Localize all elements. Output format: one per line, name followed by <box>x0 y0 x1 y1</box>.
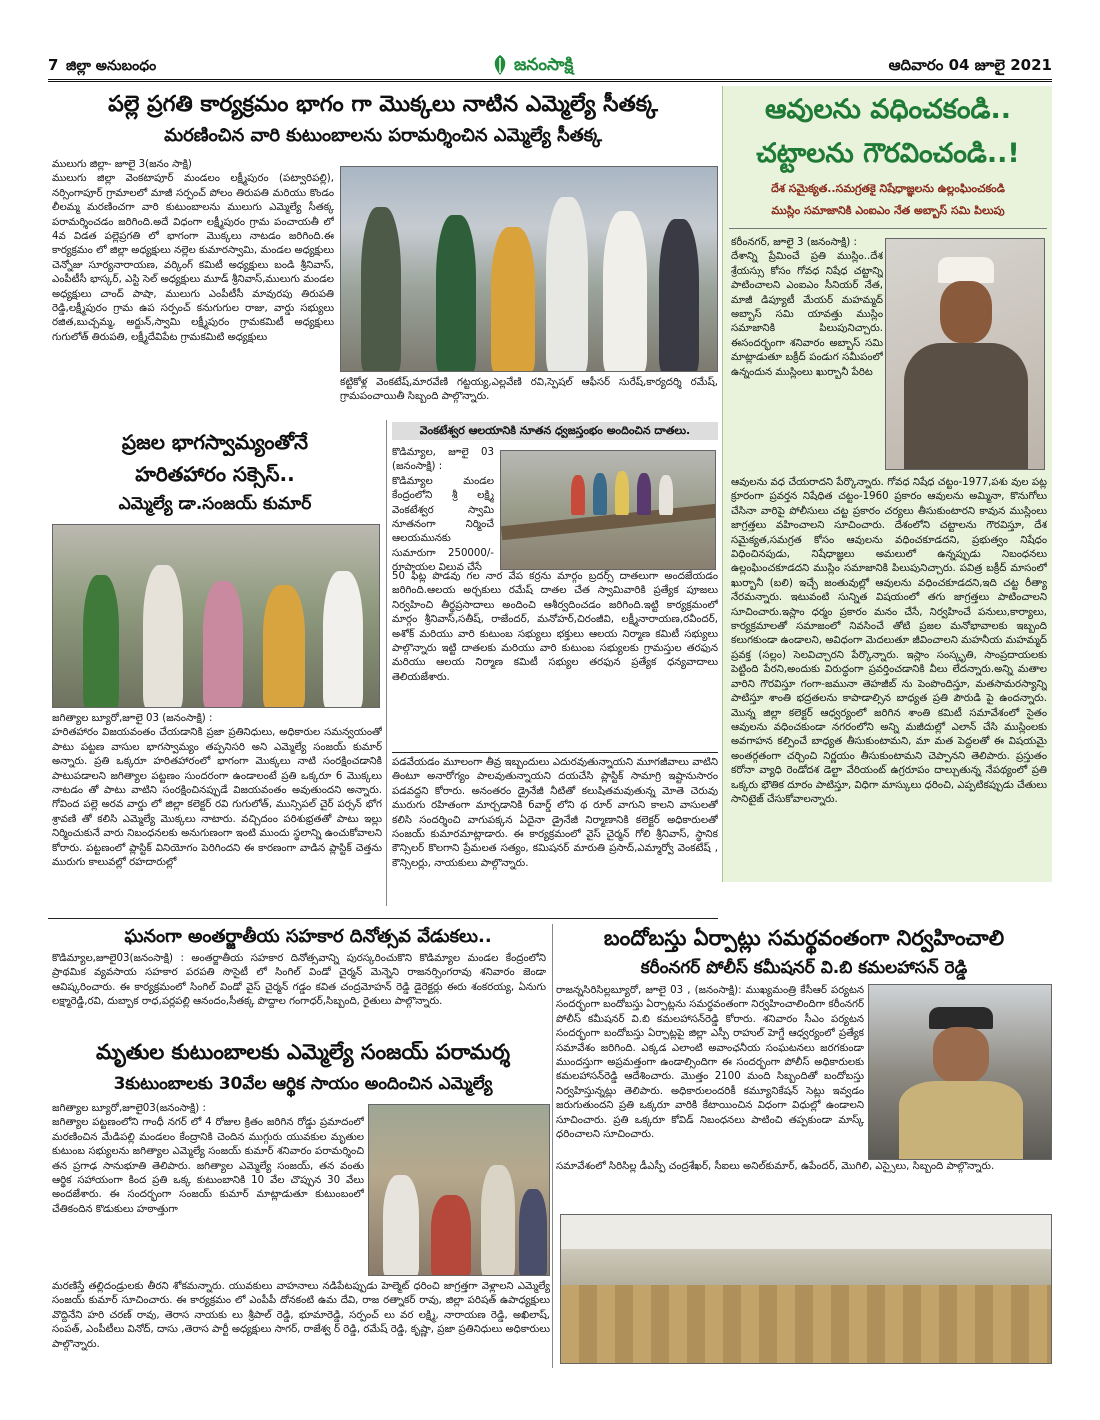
issue-date: ఆదివారం 04 జూలై 2021 <box>888 56 1052 74</box>
sidebar-story <box>722 86 1052 882</box>
condolence-headline: మృతుల కుటుంబాలకు ఎమ్మెల్యే సంజయ్ పరామర్శ <box>95 1040 511 1064</box>
cooperative-day-headline: ఘనంగా అంతర్జాతీయ సహకార దినోత్సవ వేడుకలు.. <box>124 926 492 947</box>
haritaharam-headline-line2: హరితహారం సక్సెస్.. <box>135 462 295 486</box>
police-meeting-photo <box>560 1214 1052 1364</box>
condolence-photo <box>368 1104 550 1276</box>
condolence-body-part2: మరణిస్తే తల్లిదండ్రులకు తీరని శోకమన్నారు. యువకులు వాహనాలు నడిపేటప్పుడు హెల్మెట్ ధరించి జాగ్రత్తగా వెళ్లాలని ఎమ్మెల్యే సంజయ్ కుమార్ సూచించారు. ఈ కార్యక్రమం లో ఎంపీపీ దోనకంటి ఉమ దేవి, రాజ రత్నాకర్ రావు, జిల్లా పరిషత్ ఉపాధ్యక్షులు వొద్దినేని హరి చరణ్ రావు, తెరాస నాయకు లు శ్రీపాల్ రెడ్డి, భూమారెడ్డి, సర్పంచ్ లు వర లక్ష్మి, నారాయణ రెడ్డి, అఖిలాష్, సంపత్, ఎంపీటీలు వినోద్, దాసు ,తెరాస పార్టీ అధ్యక్షులు సాగర్, రాజేశ్వ ర్ రెడ్డి, రమేష్ రెడ్డి, కృష్ణా, ప్రజా ప్రతినిధులు అధికారులు పాల్గొన్నారు. <box>52 1281 550 1350</box>
sidebar-divider <box>729 228 1047 229</box>
lead-headline: పల్లె ప్రగతి కార్యక్రమం భాగం గా మొక్కలు నాటిన ఎమ్మెల్యే సీతక్క <box>108 92 658 117</box>
temple-body-part2: 50 ఫీట్ల పొడవు గల నార వేప కర్రను మార్గం బ్రదర్స్ దాతలుగా అందజేయడం జరిగింది.ఆలయ అర్చకులు రమేష్ దాతల చేత స్వామివారికి ప్రత్యేక పూజలు నిర్వహించి తీర్థప్రసాదాలు అందించి ఆశీర్వదించడం జరిగింది.ఇట్టి కార్యక్రమంలో మార్గం శ్రీనివాస్,సతీష్, రాజేందర్, మనోహర్,చిరంజీవి, లక్ష్మీనారాయణ,రవీందర్, అశోక్ మరియు వారి కుటుంబ సభ్యులు భక్తులు ఆలయ నిర్మాణ కమిటీ సభ్యులు పాల్గొన్నారు ఇట్టి దాతలకు మరియు వారి కుటుంబ సభ్యులకు గ్రామస్తుల తరఫున మరియు ఆలయ నిర్మాణ కమిటీ సభ్యుల తరఫున ప్రత్యేక ధన్యవాదాలు తెలియజేశారు. <box>392 571 718 683</box>
lead-story-body: ములుగు జిల్లా- జూలై 3(జనం సాక్షి) ములుగు జిల్లా వెంకటాపూర్ మండలం లక్ష్మీపురం (పట్వారిపల్లి), నర్సింగాపూర్ గ్రామాలలో మాజీ సర్పంచ్ పోలం తిరుపతి మరియు కొండం లీలమ్మ మరణించగా వారి కుటుంబాలను ములుగు ఎమ్మెల్యే సీతక్క పరామర్శించడం జరిగింది.అదే విధంగా లక్ష్మీపురం గ్రామ పంచాయతీ లో 4వ విడత పల్లెప్రగతి లో భాగంగా మొక్కలు నాటడం జరిగింది.ఈ కార్యక్రమం లో జిల్లా అధ్యక్షులు నల్లెల కుమారస్వామి, మండల అధ్యక్షులు చెన్నోజు సూర్యనారాయణ, వర్కింగ్ కమిటీ అధ్యక్షులు బండి శ్రీనివాస్, ఎంపీటీసీ భాస్కర్, ఎస్టి సెల్ అధ్యక్షులు మూడ్ శ్రీనివాస్,ములుగు మండల అధ్యక్షులు చాంద్ పాషా, ములుగు ఎంపీటీసీ మావురపు తిరుపతి రెడ్డి,లక్ష్మీపురం గ్రామ ఉప సర్పంచ్ కనుగుగుల రాజు, వార్డు సభ్యులు రజిత,బుచ్చమ్మ, అర్జున్,స్వామి లక్ష్మీపురం గ్రామకమిటీ అధ్యక్షులు గుగులోత్ తిరుపతి, లక్ష్మీదేవిపేట గ్రామకమిటి అధ్యక్షులు <box>52 159 334 343</box>
police-subhead: కరీంనగర్ పోలీస్ కమీషనర్ వి.బి కమలహాసన్ రెడ్డి <box>640 958 968 978</box>
column-divider <box>552 924 553 1368</box>
section-name: జిల్లా అనుబంధం <box>66 58 157 74</box>
column-divider <box>386 420 387 906</box>
condolence-subhead: 3కుటుంబాలకు 30వేల ఆర్థిక సాయం అందించిన ఎమ్మెల్యే <box>113 1074 493 1094</box>
sidebar-body-part1: కరీంనగర్, జూలై 3 (జనంసాక్షి) : దేశాన్ని ప్రేమించే ప్రతి ముస్లిం..దేశ శ్రేయస్సు కోసం గోవధ నిషేధ చట్టాన్ని పాటించాలని ఎంఐఎం సీనియర్ నేత, మాజీ డిప్యూటీ మేయర్ మహమ్మద్ అబ్బాస్ సమి యావత్తు ముస్లిం సమాజానికి పిలుపునిచ్చారు. ఈసందర్భంగా శనివారం అబ్బాస్ సమి మాట్లాడుతూ బక్రీద్ పండుగ సమీపంలో ఉన్నందున ముస్లింలు ఖుర్బానీ పేరిట <box>731 237 883 378</box>
logo-wordmark: జనంసాక్షి <box>514 55 574 75</box>
newspaper-logo <box>488 52 618 78</box>
temple-headline: వెంకటేశ్వర ఆలయానికి నూతన ధ్వజస్తంభం అందించిన దాతలు. <box>419 424 691 437</box>
haritaharam-continued-body: పడవేయడం మూలంగా తీవ్ర ఇబ్బందులు ఎదురవుతున్నాయని మూగజీవాలు వాటిని తింటూ అనారోగ్యం పాలవుతున్నాయని దయచేసి ప్లాస్టిక్ సామాగ్రి ఇష్టానుసారం పడవద్దని కోరారు. అనంతరం డ్రైనేజీ నీటితో కలుషితమవుతున్న మోతె చెరువు మురుగు రహితంగా మార్చడానికి 6వార్డ్ లోని థ రూర్ వాగుని కాలని వాసులతో కలిసి సందర్శించి వాగుపక్కన ఏదైనా డ్రైనేజీ నిర్మాణానికి కలెక్టర్ అధికారులతో సంజయ్ కుమారమాట్లాడారు. ఈ కార్యక్రమంలో వైస్ చైర్మన్ గోలి శ్రీనివాస్, స్థానిక కౌన్సిలర్ కొలగాని ప్రేమలత సత్యం, కమిషనర్ మారుతి ప్రసాద్,ఎమ్మార్వో వెంకటేష్ , కౌన్సిలర్లు, నాయకులు పాల్గొన్నారు. <box>392 757 718 869</box>
sidebar-headline-line1: ఆవులను వధించకండి.. <box>764 94 1012 125</box>
haritaharam-photo <box>52 524 380 708</box>
leaf-logo-icon <box>488 53 512 77</box>
condolence-body-part1: జగిత్యాల బ్యూరో,జూలై03(జనంసాక్షి) : జగిత్యాల పట్టణంలోని గాంధీ నగర్ లో 4 రోజుల క్రితం జరిగిన రోడ్డు ప్రమాదంలో మరణించిన మేడిపల్లి మండలం కేంద్రానికి చెందిన ముగ్గురు యువకుల మృతుల కుటుంబ సభ్యులను జగిత్యాల ఎమ్మెల్యే సంజయ్ కుమార్ శనివారం పరామర్శించి తన ప్రగాఢ సానుభూతి తెలిపారు. జగిత్యాల ఎమ్మెల్యే సంజయ్, తన వంతు ఆర్థిక సహాయంగా కింద ప్రతి ఒక్క కుటుంబానికి 10 వేల చొప్పున 30 వేలు అందజేశారు. ఈ సందర్భంగా సంజయ్ కుమార్ మాట్లాడుతూ కుటుంబంలో చేతికందిన కొడుకులు హఠాత్తుగా <box>52 1103 364 1215</box>
lead-photo-caption: కట్టికోళ్ల వెంకటేష్,మారవేణి గట్టయ్య,ఎల్లవేణి రవి,స్పెషల్ ఆఫీసర్ సురేష్,కార్యదర్శి రమేష్, గ్రామపంచాయితీ సిబ్బంది పాల్గొన్నారు. <box>340 377 718 403</box>
lead-subhead: మరణించిన వారి కుటుంబాలను పరామర్శించిన ఎమ్మెల్యే సీతక్క <box>164 125 602 146</box>
lead-story-photo <box>340 166 718 372</box>
sidebar-portrait-photo <box>885 238 1045 470</box>
police-body-part1: రాజన్నసిరిసిల్లబ్యూరో, జూలై 03 , (జనంసాక్షి): ముఖ్యమంత్రి కేసీఆర్ పర్యటన సందర్భంగా బందోబస్తు ఏర్పాట్లను సమర్థవంతంగా నిర్వహించాలిందిగా కరీంనగర్ పోలీస్ కమీషనర్ వి.బి కమలహాసన్‌రెడ్డి కోరారు. శనివారం సీఎం పర్యటన సందర్భంగా బందోబస్తు ఏర్పాట్లపై జిల్లా ఎస్పీ రాహుల్ హెగ్డే ఆధ్వర్యంలో ప్రత్యేక సమావేశం జరిగింది. ఎక్కడ ఎలాంటి అవాంఛనీయ సంఘటనలు జరగకుండా ముందస్తుగా అప్రమత్తంగా ఉండాల్సిందిగా ఈ సందర్భంగా పోలీస్ అధికారులకు కమలహాసన్‌రెడ్డి ఆదేశించారు. మొత్తం 2100 మంది సిబ్బందితో బందోబస్తు నిర్వహిస్తున్నట్లు తెలిపారు. అధికారులందరికీ కమ్యూనికేషన్ సెట్లు ఇవ్వడం జరుగుతుందని ప్రతి ఒక్కరూ వారికి కేటాయించిన విధంగా విధుల్లో ఉండాలని సూచించారు. ప్రతి ఒక్కరూ కోవిడ్ నిబంధనలు పాటించి తప్పకుండా మాస్క్ ధరించాలని సూచించారు. <box>556 985 864 1141</box>
sidebar-headline-line2: చట్టాలను గౌరవించండి..! <box>756 138 1020 169</box>
police-body-part2: సమావేశంలో సిరిసిల్ల డీఎస్పీ చంద్రశేఖర్, సీఐలు అనిల్‌కుమార్, ఉపేందర్, మొగిలి, ఎస్సైలు, సిబ్బంది పాల్గొన్నారు. <box>556 1161 995 1172</box>
section-divider <box>48 918 718 919</box>
police-commissioner-photo <box>868 984 1052 1160</box>
temple-body-part1: కొడిమ్యాల, జూలై 03 (జనంసాక్షి) : కొడిమ్యాల మండల కేంద్రంలోని శ్రీ లక్ష్మి వెంకటేశ్వర స్వామి నూతనంగా నిర్మించే ఆలయమునకు సుమారుగా 250000/- రూపాయల విలువ చేసే <box>392 447 494 574</box>
sidebar-subhead-line1: దేశ సమైక్యత..సమగ్రతకై నిషేధాజ్ఞలను ఉల్లంఘించకండి <box>771 182 1005 195</box>
haritaharam-body: జగిత్యాల బ్యూరో,జూలై 03 (జనంసాక్షి) : హరితహారం విజయవంతం చేయడానికి ప్రజా ప్రతినిధులు, అధికారుల సమన్వయంతో పాటు పట్టణ వాసుల భాగస్వామ్యం తప్పనిసరి అని ఎమ్మెల్యే సంజయ్ కుమార్ అన్నారు. ప్రతి ఒక్కరూ హరితహారంలో భాగంగా మొక్కలు నాటి సంరక్షించడానికి పాటుపడాలని జగిత్యాల పట్టణం సుందరంగా ఉండాలంటే ప్రతి ఒక్కరూ 6 మొక్కలు నాటడం తో పాటు వాటిని సంరక్షించినప్పుడే విజయవంతం అవుతుందని అన్నారు. గోవింద పల్లె అరవ వార్డు లో జిల్లా కలెక్టర్ రవి గుగులోత్, మున్సిపల్ చైర్ పర్సన్ భోగ శ్రావణి తో కలిసి ఎమ్మెల్యే మొక్కలు నాటారు. వచ్చిదంం పరిశుభ్రతతో పాటు ఇల్లు నిర్మించుకునే వారు నిబంధనలకు అనుగుణంగా ఇంటి ముందు స్థలాన్ని ఉంచుకోవాలని కోరారు. పట్టణంలో ప్లాస్టిక్ వినియోగం పెరిగిందని ఈ కారణంగా వాడిన ప్లాస్టిక్ చెత్తను మురుగు కాలువల్లో రహదారుల్లో <box>52 713 382 869</box>
sidebar-body-part2: ఆవులను వధ చేయరాదని పేర్కొన్నారు. గోవధ నిషేధ చట్టం-1977,పశు వుల పట్ల క్రూరంగా ప్రవర్తన నిషేధిత చట్టం-1960 ప్రకారం ఆవులను అమ్మినా, కొనుగోలు చేసినా వారిపై పోలీసులు చట్ట ప్రకారం చర్యలు తీసుకుంటారని కావున ముస్లింలు జాగ్రత్తలు వహించాలని సూచించారు. దేశంలోని చట్టాలను గౌరవిస్తూ, దేశ సమైక్యత,సమగ్రత కోసం ఆవులను వధించకూడదని, ప్రభుత్వం నిషేధం విధించినపుడు, నిషేధాజ్ఞలు అమలులో ఉన్నప్పుడు నిబంధనలు ఉల్లంఘించకూడదని ముస్లిం సమాజానికి పిలుపునిచ్చారు. పవిత్ర బక్రీద్ మాసంలో ఖుర్బానీ (బలి) ఇచ్చే జంతువుల్లో ఆవులను వధించకూడదని,ఇది చట్ట రీత్యా నేరమన్నారు. ఇటువంటి సున్నిత విషయంలో తగు జాగ్రత్తలు పాటించాలని సూచించారు.ఇస్లాం ధర్మం ప్రకారం మనం చేసే, నిర్వహించే పనులు,కార్యాలు, కార్యక్రమాలతో సమాజంలో నివసించే తోటి ప్రజల మనోభావాలకు ఇబ్బంది కలుగకుండా ఉండాలని, అవిధంగా మెదలుతూ జీవించాలని మహనీయ మహమ్మద్ ప్రవక్త (సల్లం) సెలవిచ్చారని పేర్కొన్నారు. ఇస్లాం సంస్కృతి, సాంప్రదాయలకు పెట్టింది పేరని,అందుకు విరుద్ధంగా ప్రవర్తించడానికి వీలు లేదన్నారు.అన్ని మతాల వారిని గౌరవిస్తూ గంగా-జమునా తెహజీబ్ ను పెంపొందిస్తూ, మతసామరస్యాన్ని పాటిస్తూ శాంతి భద్రతలను కాపాడాల్సిన బాధ్యత ప్రతి పౌరుడి పై ఉందన్నారు. మొన్న జిల్లా కలెక్టర్ ఆధ్వర్యంలో జరిగిన శాంతి కమిటీ సమావేశంలో సైతం ఆవులను వధించకుండా నగరంలోని అన్ని మజీదుల్లో ఎలాన్ చేసి ముస్లింలకు అవగాహన కల్పించే బాధ్యత తీసుకుంటామని, మా మత పెద్దలతో ఈ విషయమై అంతర్గతంగా చర్చించి నిర్ణయం తీసుకుంటామని చెప్పానని తెలిపారు. ప్రస్తుతం కరోనా వ్యాధి రెండోదశ డెల్టా వేరియంట్ ఉగ్రరూపం దాల్చుతున్న నేపథ్యంలో ప్రతి ఒక్కరు భౌతిక దూరం పాటిస్తూ, విధిగా మాస్కులు ధరించి, ఎప్పటికప్పుడు చేతులు సానిటైజ్ చేసుకోవాలన్నారు. <box>731 477 1047 805</box>
temple-photo <box>500 450 716 570</box>
story-divider <box>392 752 718 753</box>
haritaharam-headline-line3: ఎమ్మెల్యే డా.సంజయ్ కుమార్ <box>118 494 312 514</box>
sidebar-subhead-line2: ముస్లిం సమాజానికి ఎంఐఎం నేత అబ్బాస్ సమి పిలుపు <box>771 204 1005 217</box>
page-number: 7 <box>48 56 59 74</box>
police-headline: బందోబస్తు ఏర్పాట్లు సమర్థవంతంగా నిర్వహించాలి <box>603 926 1005 950</box>
masthead <box>48 52 1052 82</box>
haritaharam-headline-line1: ప్రజల భాగస్వామ్యంతోనే <box>121 430 309 454</box>
cooperative-day-body: కొడిమ్యాల,జూలై03(జనంసాక్షి) : అంతర్జాతీయ సహకార దినోత్సవాన్ని పురస్కరించుకొని కొడిమ్యాల మండల కేంద్రంలోని ప్రాథమిక వ్యవసాయ సహకార పరపతి సొసైటీ లో సింగిల్ విండో చైర్మన్ మెన్నెని రాజనర్సింగరావు శనివారం జెండా ఆవిష్కరించారు. ఈ కార్యక్రమంలో సింగిల్ విండో వైస్ చైర్మన్ గడ్డం కవిత చంద్రమోహన్ రెడ్డి డైరెక్టర్లు ఈరు శంకరయ్య, ఏనుగు లక్ష్మారెడ్డి,రవి, దుబ్బాక రాధ,పర్లపల్లి ఆనందం,సీతక్క పొద్దాల గంగాధర్,సిబ్బంది, రైతులు పాల్గొన్నారు. <box>52 953 546 1008</box>
